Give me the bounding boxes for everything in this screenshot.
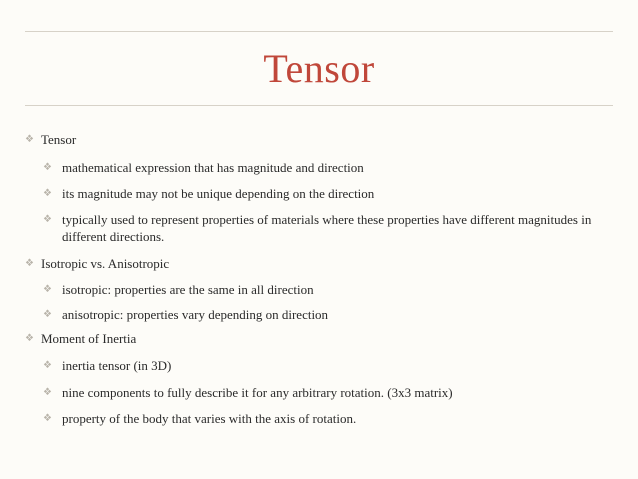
bullet-text: mathematical expression that has magnitude and direction [62, 160, 364, 175]
bullet-text: anisotropic: properties vary depending on direction [62, 307, 329, 322]
sub-bullet-item [43, 410, 613, 427]
bullet-text: its magnitude may not be unique depending on the direction [62, 186, 375, 201]
bullet-text: Moment of Inertia [41, 331, 137, 346]
diamond-bullet-icon: ❖ [43, 387, 52, 398]
diamond-bullet-icon: ❖ [43, 188, 52, 199]
bullet-text: typically used to represent properties of materials where these properties have different magnitudes in different directions. [62, 212, 592, 244]
sub-bullet-item [43, 281, 613, 298]
sub-bullet-item [43, 384, 613, 401]
diamond-bullet-icon: ❖ [25, 134, 34, 145]
diamond-bullet-icon: ❖ [25, 258, 34, 269]
sub-bullet-item [43, 211, 613, 245]
title-divider [25, 105, 613, 106]
diamond-bullet-icon: ❖ [43, 413, 52, 424]
bullet-text: Isotropic vs. Anisotropic [41, 256, 170, 271]
diamond-bullet-icon: ❖ [25, 333, 34, 344]
bullet-text: isotropic: properties are the same in all direction [62, 282, 314, 297]
bullet-text: property of the body that varies with the axis of rotation. [62, 411, 357, 426]
sub-bullet-item [43, 159, 613, 176]
bullet-text: nine components to fully describe it for any arbitrary rotation. (3x3 matrix) [62, 385, 453, 400]
bullet-item [25, 131, 613, 148]
diamond-bullet-icon: ❖ [43, 309, 52, 320]
diamond-bullet-icon: ❖ [43, 162, 52, 173]
diamond-bullet-icon: ❖ [43, 284, 52, 295]
sub-bullet-item [43, 185, 613, 202]
bullet-text: Tensor [41, 132, 77, 147]
sub-bullet-item [43, 306, 613, 323]
top-divider [25, 31, 613, 32]
slide-title: Tensor [263, 46, 375, 91]
bullet-item [25, 255, 613, 272]
diamond-bullet-icon: ❖ [43, 214, 52, 225]
sub-bullet-item [43, 357, 613, 374]
bullet-item [25, 330, 613, 347]
bullet-text: inertia tensor (in 3D) [62, 358, 172, 373]
diamond-bullet-icon: ❖ [43, 360, 52, 371]
